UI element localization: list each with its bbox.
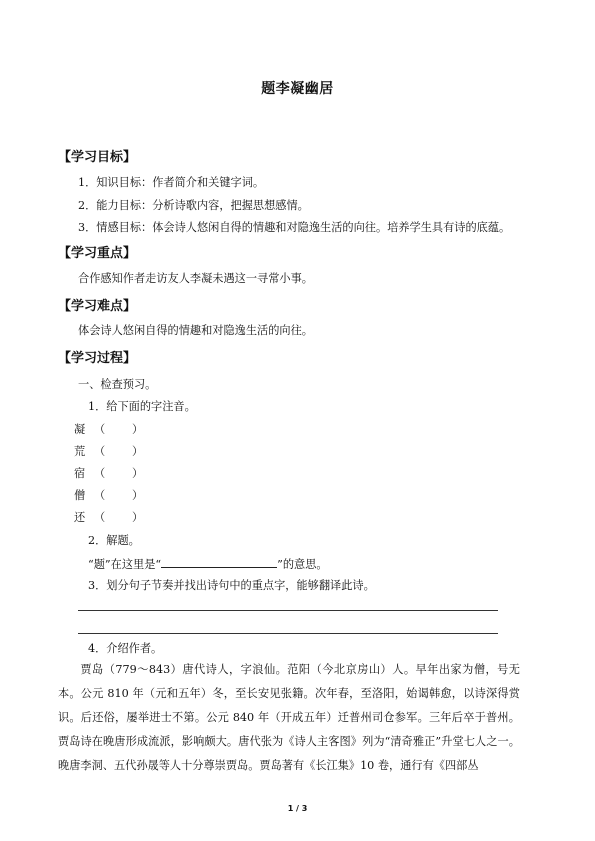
page-title: 题李凝幽居 — [261, 81, 334, 97]
pinyin-row-2 — [74, 444, 144, 460]
goal-item-1: 1．知识目标：作者简介和关键字词。 — [78, 176, 265, 189]
answer-line-1[interactable] — [78, 610, 498, 611]
paren-close: ） — [132, 423, 144, 436]
question-2: 2．解题。 — [88, 534, 140, 547]
difficulties-text: 体会诗人悠闲自得的情趣和对隐逸生活的向往。 — [78, 324, 313, 337]
paren-open: （ — [94, 489, 106, 502]
key-points-heading: 【学习重点】 — [58, 246, 137, 261]
q2-suffix: ”的意思。 — [277, 558, 328, 571]
goals-heading: 【学习目标】 — [58, 150, 137, 165]
question-1: 1．给下面的字注音。 — [88, 400, 196, 413]
pinyin-char: 凝 — [74, 423, 86, 436]
key-points-text: 合作感知作者走访友人李凝未遇这一寻常小事。 — [78, 272, 313, 285]
process-heading: 【学习过程】 — [58, 351, 137, 366]
paren-open: （ — [94, 423, 106, 436]
paren-close: ） — [132, 467, 144, 480]
author-intro-paragraph: 贾岛（779～843）唐代诗人，字浪仙。范阳（今北京房山）人。早年出家为僧，号无本。公元 810 年（元和五年）冬，至长安见张籍。次年春，至洛阳，始谒韩愈，以诗深得赏识。后还俗，屡举进士不第。公元 840 年（开成五年）迁普州司仓参军。三年后卒于普州。贾岛诗在晚唐形成流派，影响颇大。唐代张为《诗人主客图》列为“清奇雅正”升堂七人之一。晚唐李洞、五代孙晟等人十分尊崇贾岛。贾岛著有《长江集》10 卷，通行有《四部丛 — [58, 663, 520, 772]
answer-line-2[interactable] — [78, 633, 498, 634]
difficulties-heading: 【学习难点】 — [58, 299, 137, 314]
page-number: 1 / 3 — [287, 804, 308, 813]
pinyin-char: 宿 — [74, 467, 86, 480]
pinyin-char: 僧 — [74, 489, 86, 502]
pinyin-row-1 — [74, 422, 144, 438]
goal-item-3: 3．情感目标：体会诗人悠闲自得的情趣和对隐逸生活的向往。培养学生具有诗的底蕴。 — [78, 221, 511, 234]
pinyin-char: 还 — [74, 511, 86, 524]
paren-open: （ — [94, 467, 106, 480]
pinyin-row-3 — [74, 466, 144, 482]
question-3: 3．划分句子节奏并找出诗句中的重点字，能够翻译此诗。 — [88, 579, 375, 592]
question-4: 4．介绍作者。 — [88, 642, 163, 655]
paren-close: ） — [132, 445, 144, 458]
paren-close: ） — [132, 489, 144, 502]
goal-item-2: 2．能力目标：分析诗歌内容，把握思想感情。 — [78, 199, 309, 212]
question-2-fill — [88, 555, 328, 573]
paren-close: ） — [132, 511, 144, 524]
q2-prefix: “题”在这里是“ — [88, 558, 162, 571]
pinyin-char: 荒 — [74, 445, 86, 458]
step-1-text: 一、检查预习。 — [78, 378, 157, 391]
paren-open: （ — [94, 511, 106, 524]
pinyin-row-5 — [74, 510, 144, 526]
paren-open: （ — [94, 445, 106, 458]
q2-answer-blank[interactable] — [161, 555, 277, 568]
pinyin-row-4 — [74, 488, 144, 504]
